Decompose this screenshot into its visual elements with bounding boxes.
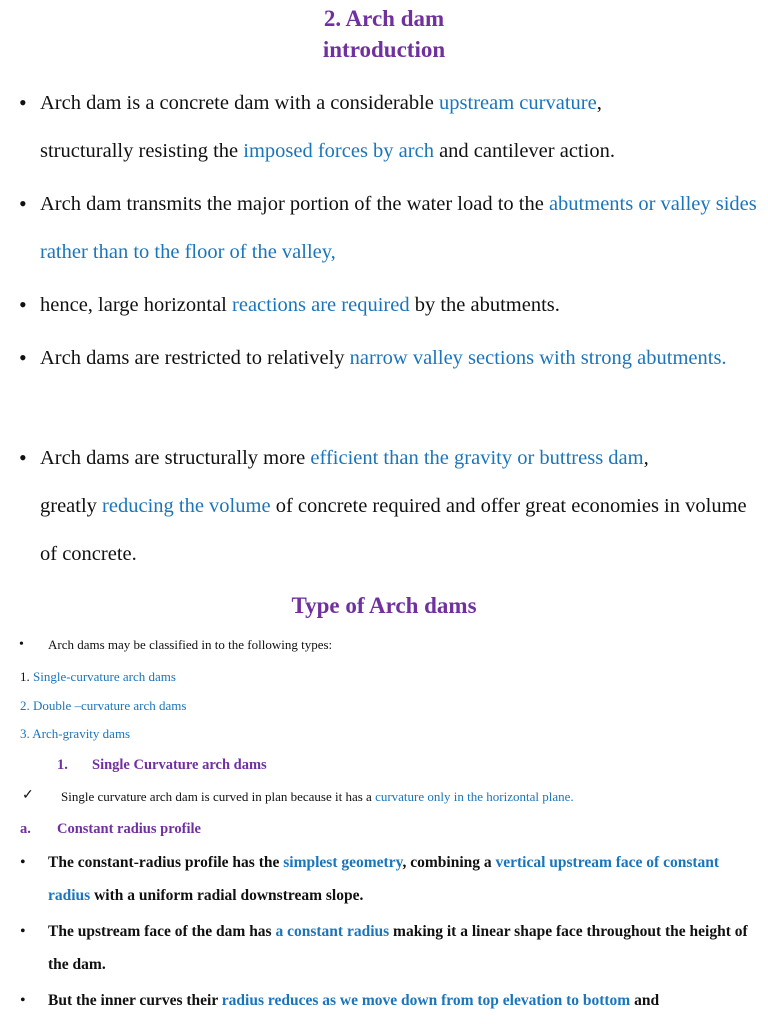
profile-title: Constant radius profile: [57, 821, 201, 837]
profile-point-1: The constant-radius profile has the simplest geometry, combining a vertical upstream face of constant radius with a uniform radial downstream slope.: [48, 854, 720, 904]
subheading-number: 1.: [57, 757, 68, 773]
bullet-icon: •: [19, 445, 27, 470]
list-item: 1. Single-curvature arch dams: [20, 669, 176, 684]
list-item: 3. Arch-gravity dams: [20, 726, 131, 741]
intro-point-3: hence, large horizontal reactions are required by the abutments.: [40, 294, 560, 316]
intro-point-2: Arch dam transmits the major portion of the water load to the abutments or valley sides rather than to the floor of the valley,: [40, 193, 757, 263]
list-item: 2. Double –curvature arch dams: [20, 698, 187, 713]
check-icon: ✓: [22, 788, 34, 803]
bullet-icon: •: [20, 854, 26, 871]
subheading: Single Curvature arch dams: [92, 757, 267, 773]
page-title: 2. Arch dam: [323, 6, 445, 31]
profile-letter: a.: [20, 821, 31, 837]
bullet-icon: •: [20, 992, 26, 1009]
intro-point-1: Arch dam is a concrete dam with a considerable upstream curvature, structurally resisting the imposed forces by arch and cantilever action.: [40, 92, 615, 162]
section-title: Type of Arch dams: [291, 593, 477, 618]
intro-point-4: Arch dams are restricted to relatively narrow valley sections with strong abutments.: [40, 347, 727, 369]
intro-point-5: Arch dams are structurally more efficient than the gravity or buttress dam, greatly reducing the volume of concrete required and offer great economies in volume of concrete.: [40, 447, 747, 565]
bullet-icon: •: [19, 90, 27, 115]
bullet-icon: •: [19, 345, 27, 370]
bullet-icon: •: [19, 191, 27, 216]
bullet-icon: •: [19, 637, 24, 652]
check-point: Single curvature arch dam is curved in plan because it has a curvature only in the horizontal plane.: [61, 789, 574, 804]
bullet-icon: •: [20, 923, 26, 940]
page-subtitle: introduction: [322, 37, 446, 62]
types-intro: Arch dams may be classified in to the following types:: [48, 637, 333, 652]
bullet-icon: •: [19, 292, 27, 317]
profile-point-2: The upstream face of the dam has a constant radius making it a linear shape face throughout the height of the dam.: [48, 923, 748, 973]
profile-point-3: But the inner curves their radius reduces as we move down from top elevation to bottom and: [48, 992, 660, 1009]
